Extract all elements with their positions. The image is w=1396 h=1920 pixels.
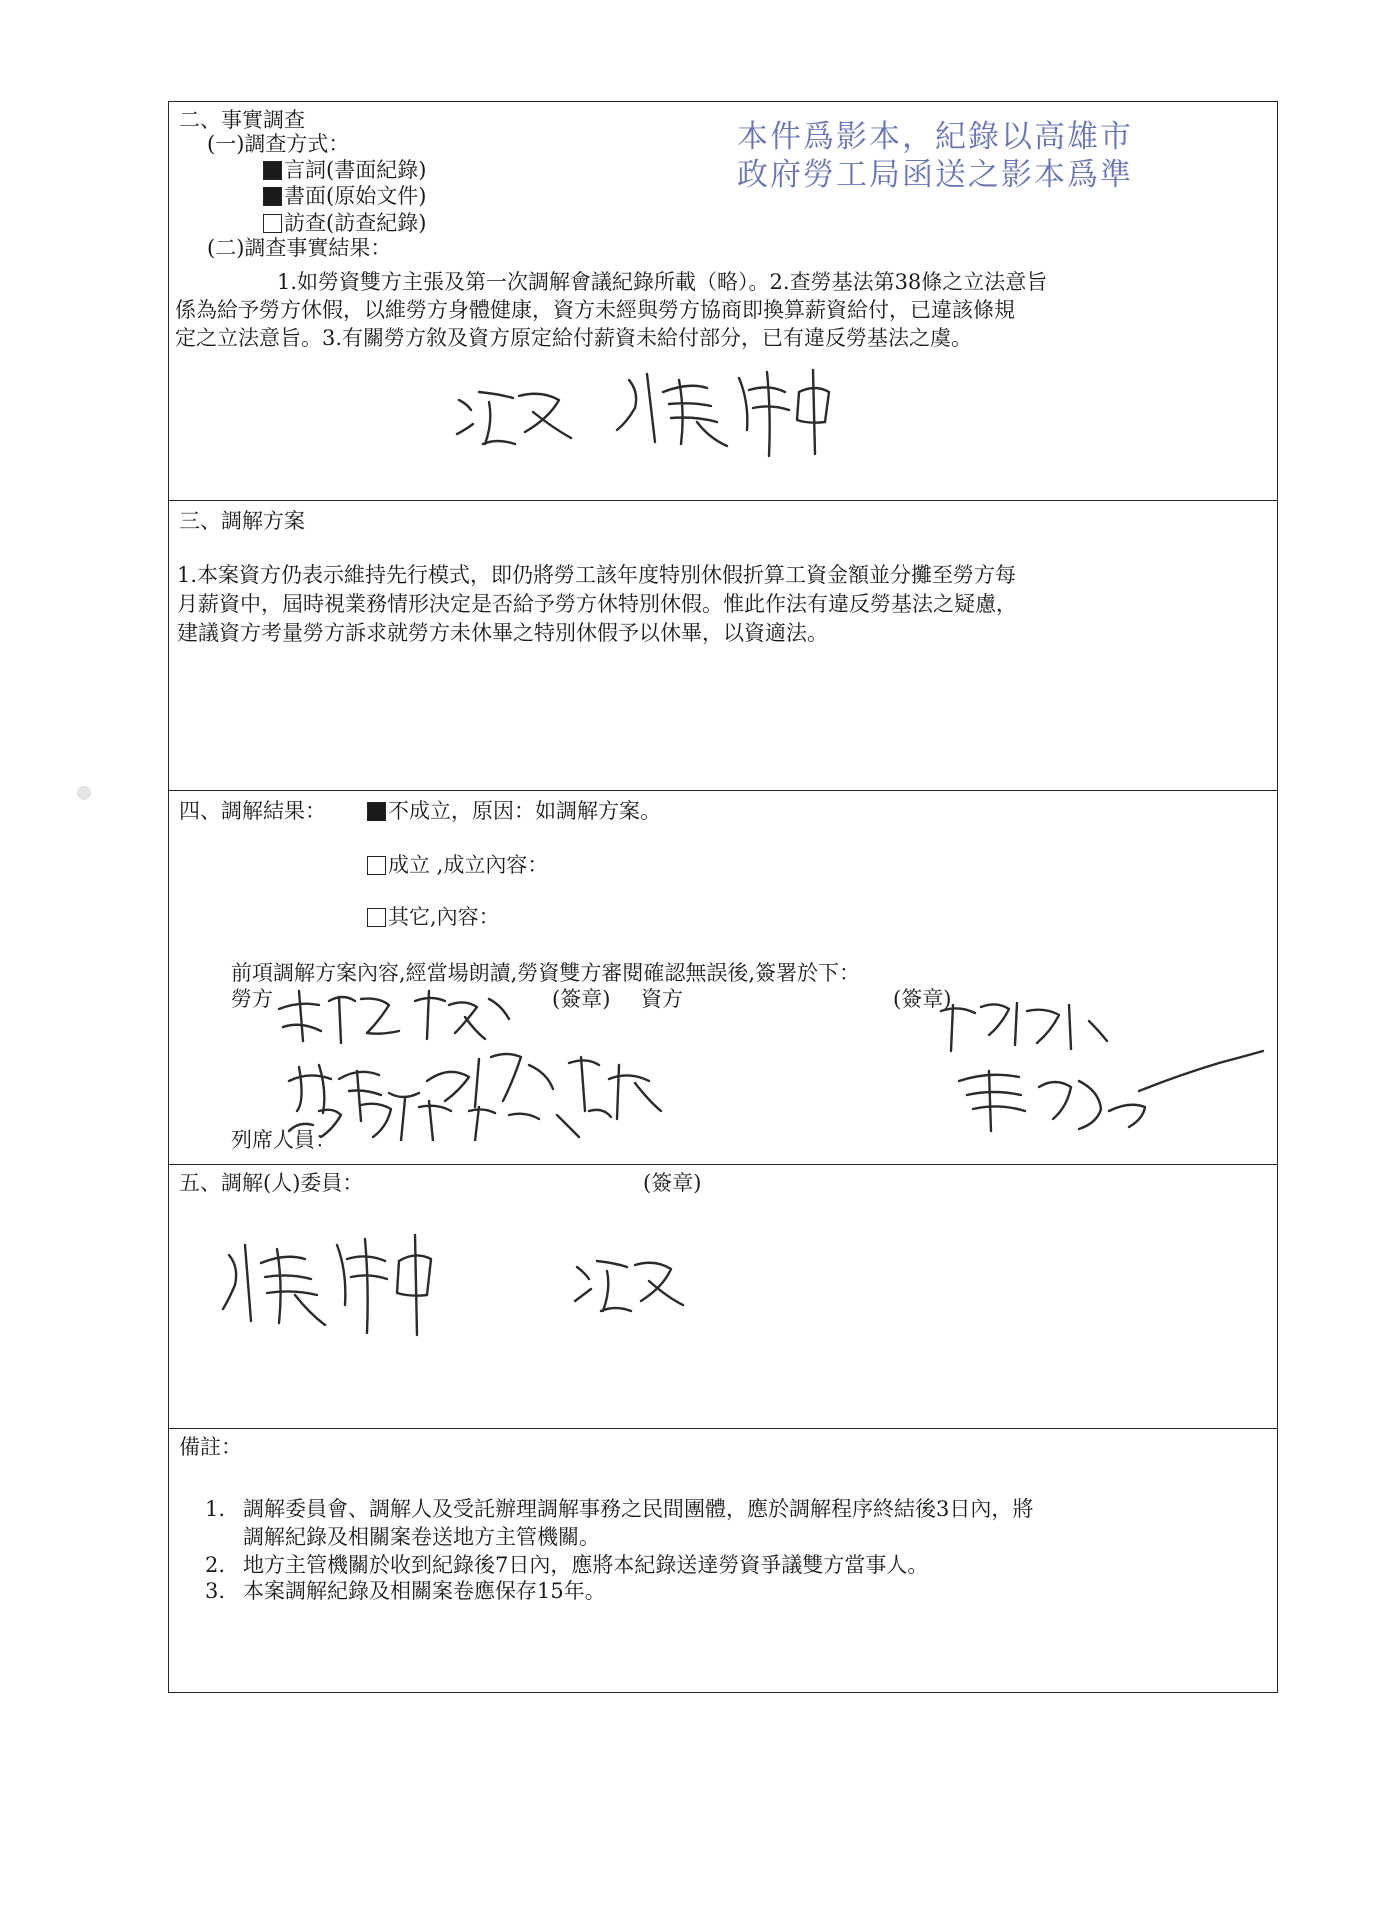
method-option-label: 言詞(書面紀錄) xyxy=(284,158,427,182)
scan-speck xyxy=(77,786,91,800)
section-title: 三、調解方案 xyxy=(179,509,305,533)
checkbox-checked xyxy=(263,161,282,180)
attendees-label: 列席人員： xyxy=(231,1128,336,1152)
proposal-text-line-2: 月薪資中，屆時視業務情形決定是否給予勞方休特別休假。惟此作法有違反勞基法之疑慮， xyxy=(177,592,1017,616)
copy-stamp-line-1: 本件爲影本，紀錄以高雄市 xyxy=(737,119,1133,155)
mediation-record-form xyxy=(168,101,1278,1693)
note-text: 地方主管機關於收到紀錄後7日內，應將本紀錄送達勞資爭議雙方當事人。 xyxy=(243,1553,929,1577)
notes-title: 備註： xyxy=(179,1435,242,1459)
checkbox-empty xyxy=(367,908,386,927)
method-option-visit xyxy=(263,209,426,237)
section-fact-investigation xyxy=(169,102,1277,500)
result-option-label: 不成立，原因：如調解方案。 xyxy=(388,799,661,823)
checkbox-empty xyxy=(263,214,282,233)
checkbox-checked xyxy=(263,187,282,206)
section-notes xyxy=(169,1428,1277,1695)
labor-signatures xyxy=(269,961,869,1141)
result-option-failed xyxy=(367,797,661,825)
capital-sign-label: (簽章) xyxy=(893,987,952,1011)
result-option-label: 其它,內容： xyxy=(388,905,500,929)
result-text-line-3: 定之立法意旨。3.有關勞方敘及資方原定給付薪資未給付部分，已有違反勞基法之虞。 xyxy=(175,326,973,350)
method-option-oral xyxy=(263,156,426,184)
method-option-label: 訪查(訪查紀錄) xyxy=(284,211,427,235)
method-option-written xyxy=(263,182,426,210)
capital-signatures xyxy=(929,991,1269,1141)
checkbox-checked xyxy=(367,802,386,821)
section-title: 二、事實調查 xyxy=(179,108,305,132)
investigator-signatures xyxy=(449,352,869,462)
note-number: 2. xyxy=(205,1553,226,1577)
note-text: 本案調解紀錄及相關案卷應保存15年。 xyxy=(243,1579,606,1603)
section-mediation-proposal xyxy=(169,500,1277,791)
result-text-line-1: 1.如勞資雙方主張及第一次調解會議紀錄所載（略）。2.查勞基法第38條之立法意旨 xyxy=(277,270,1048,294)
result-option-other xyxy=(367,903,500,931)
result-label: (二)調查事實結果： xyxy=(207,236,392,260)
mediator-signatures xyxy=(219,1215,739,1345)
mediator-sign-label: (簽章) xyxy=(643,1171,702,1195)
section-mediation-result xyxy=(169,790,1277,1165)
copy-stamp-line-2: 政府勞工局函送之影本爲準 xyxy=(737,157,1133,193)
labor-label: 勞方 xyxy=(231,987,273,1011)
method-label: (一)調查方式： xyxy=(207,132,350,156)
note-number: 3. xyxy=(205,1579,226,1603)
result-option-label: 成立 ,成立內容： xyxy=(388,853,549,877)
capital-label: 資方 xyxy=(641,987,683,1011)
note-text-line-2: 調解紀錄及相關案卷送地方主管機關。 xyxy=(243,1525,600,1549)
note-text-line-1: 調解委員會、調解人及受託辦理調解事務之民間團體，應於調解程序終結後3日內，將 xyxy=(243,1497,1034,1521)
section-title: 四、調解結果： xyxy=(179,799,326,823)
section-mediators xyxy=(169,1164,1277,1429)
note-number: 1. xyxy=(205,1497,226,1521)
proposal-text-line-1: 1.本案資方仍表示維持先行模式，即仍將勞工該年度特別休假折算工資金額並分攤至勞方每 xyxy=(177,563,1017,587)
result-text-line-2: 係為給予勞方休假，以維勞方身體健康，資方未經與勞方協商即換算薪資給付，已違該條規 xyxy=(175,298,1015,322)
result-option-succeeded xyxy=(367,851,548,879)
labor-sign-label: (簽章) xyxy=(552,987,611,1011)
confirm-text: 前項調解方案內容,經當場朗讀,勞資雙方審閱確認無誤後,簽署於下： xyxy=(231,961,861,985)
method-option-label: 書面(原始文件) xyxy=(284,184,427,208)
checkbox-empty xyxy=(367,856,386,875)
proposal-text-line-3: 建議資方考量勞方訴求就勞方未休畢之特別休假予以休畢，以資適法。 xyxy=(177,621,828,645)
section-title: 五、調解(人)委員： xyxy=(179,1171,364,1195)
